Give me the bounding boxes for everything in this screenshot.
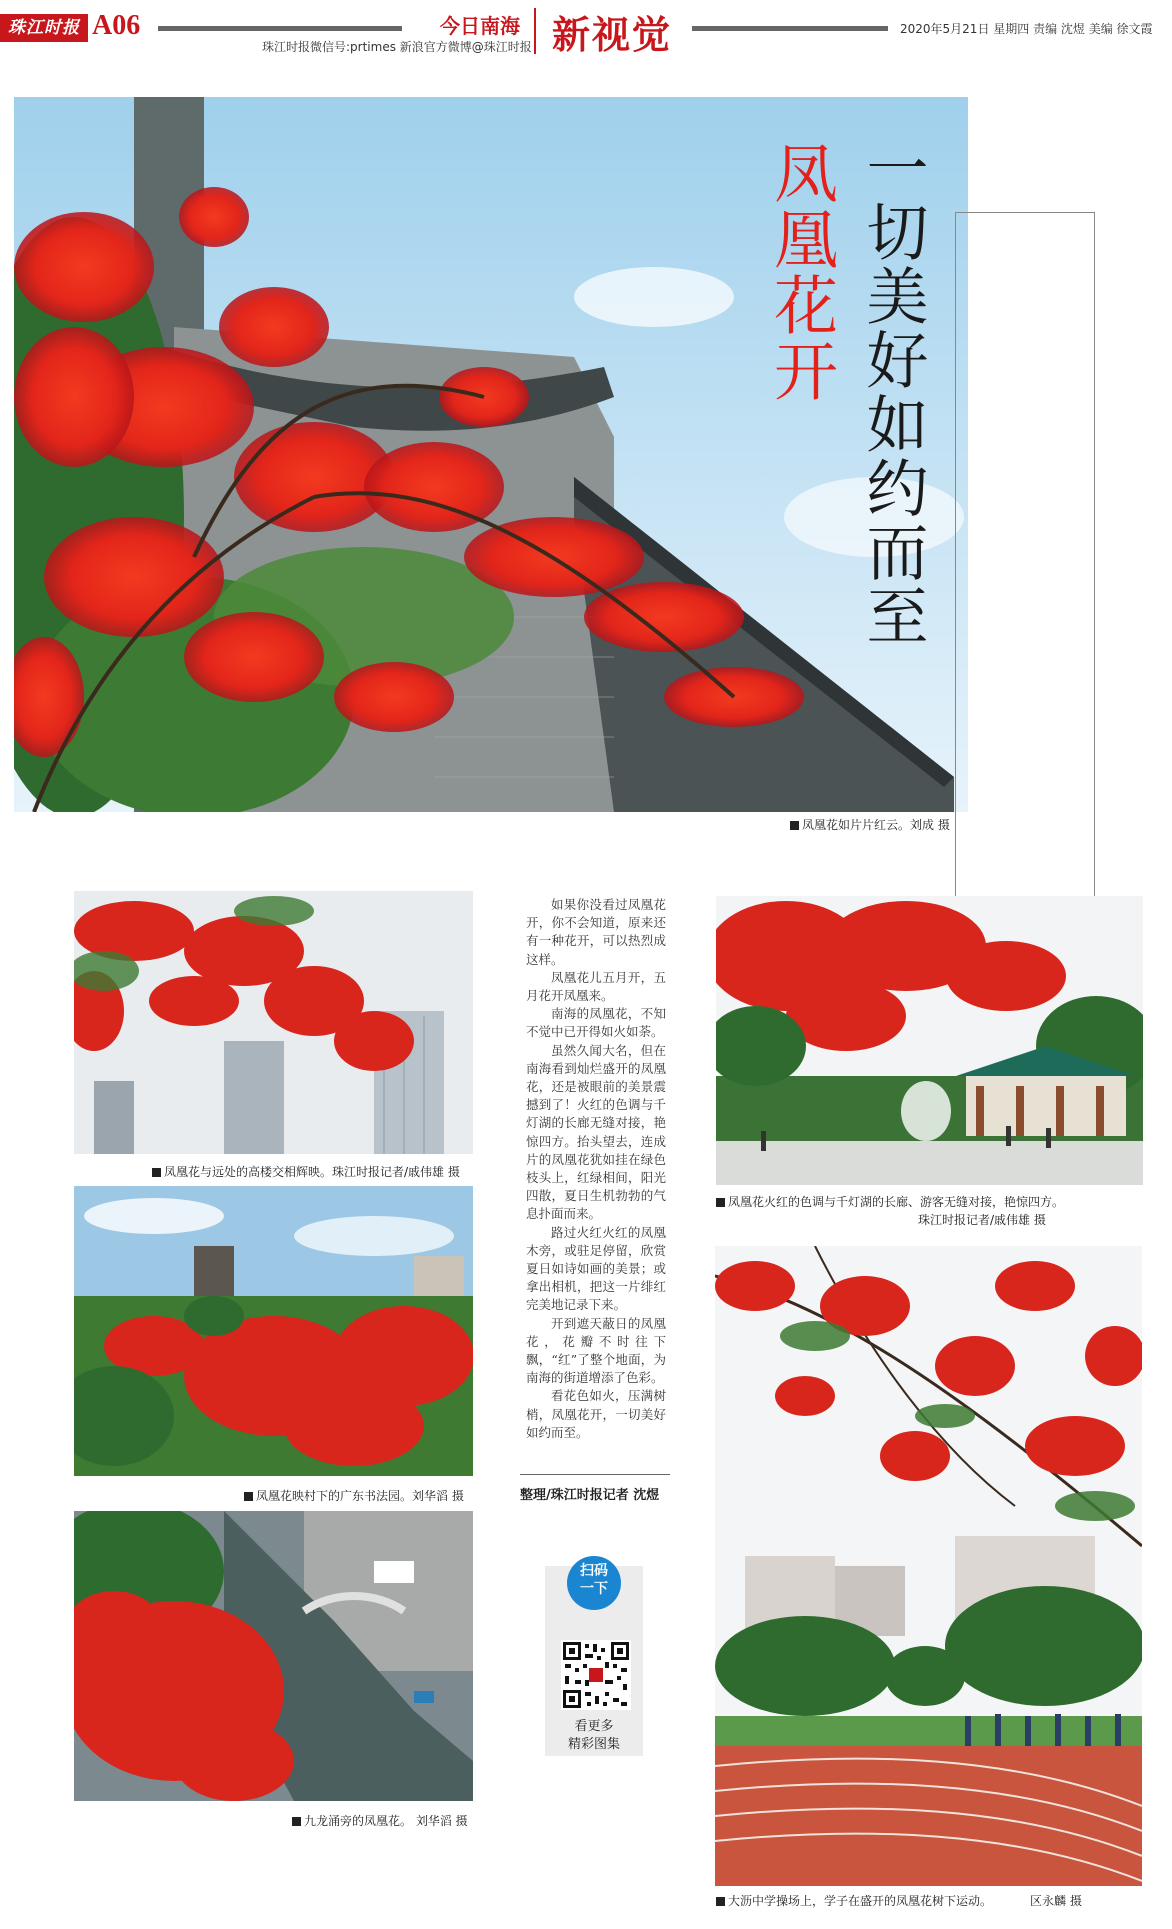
photo1-caption (152, 1163, 460, 1180)
title-frame-top (955, 212, 1094, 213)
photo-dali-school-track (715, 1246, 1142, 1886)
caption-bullet-icon (716, 1198, 725, 1207)
photo2-caption (244, 1487, 464, 1504)
article-paragraph: 开到遮天蔽日的凤凰花，花瓣不时往下飘，“红”了整个地面，为南海的街道增添了色彩。 (526, 1315, 666, 1386)
byline-rule (520, 1474, 670, 1475)
social-accounts: 珠江时报微信号:prtimes 新浪官方微博@珠江时报 (262, 40, 532, 54)
caption-bullet-icon (790, 821, 799, 830)
article-paragraph: 路过火红火红的凤凰木旁，或驻足停留，欣赏夏日如诗如画的美景；或拿出相机，把这一片绯红完美地记录下来。 (526, 1224, 666, 1313)
qr-caption-line1: 看更多 (574, 1719, 614, 1734)
photo5-caption-text: 大沥中学操场上，学子在盛开的凤凰花树下运动。 (728, 1894, 993, 1908)
article-paragraph: 南海的凤凰花，不知不觉中已开得如火如荼。 (526, 1006, 666, 1040)
dateline: 2020年5月21日 星期四 责编 沈煜 美编 徐文霞 (900, 22, 1153, 36)
caption-bullet-icon (244, 1492, 253, 1501)
header-rule-right (692, 26, 888, 31)
photo4-caption-text: 凤凰花火红的色调与千灯湖的长廊、游客无缝对接，艳惊四方。 (728, 1195, 1065, 1209)
article-paragraph: 凤凰花儿五月开，五月花开凤凰来。 (526, 969, 666, 1004)
title-frame-line (955, 212, 956, 898)
edition-label: 今日南海 (440, 14, 520, 38)
caption-bullet-icon (152, 1168, 161, 1177)
photo5-caption (716, 1892, 992, 1909)
qr-code[interactable] (561, 1640, 631, 1710)
article-byline: 整理/珠江时报记者 沈煜 (520, 1488, 660, 1503)
article-paragraph: 如果你没看过凤凰花开，你不会知道，原来还有一种花开，可以热烈成这样。 (526, 897, 666, 967)
title-frame-right (1094, 212, 1095, 898)
newspaper-logo: 珠江时报 (0, 14, 88, 42)
qr-badge-line2: 一下 (580, 1581, 608, 1597)
page-number: A06 (92, 10, 141, 41)
headline-main: 一切美好如约而至 (856, 136, 929, 648)
photo-calligraphy-garden (74, 1186, 473, 1476)
article-paragraph: 虽然久闻大名，但在南海看到灿烂盛开的凤凰花，还是被眼前的美景震撼到了！火红的色调与千灯湖的长廊无缝对接，艳惊四方。抬头望去，连成片的凤凰花犹如挂在绿色枝头上，红绿相间，阳光四散，夏日生机勃勃的气息扑面而来。 (526, 1042, 666, 1222)
hero-caption-text: 凤凰花如片片红云。刘成 摄 (802, 818, 950, 832)
photo-jiulong-river (74, 1511, 473, 1801)
photo-qiandeng-lake-pavilion (716, 896, 1143, 1185)
header-divider (534, 8, 536, 54)
article-paragraph: 看花色如火，压满树梢，凤凰花开，一切美好如约而至。 (526, 1388, 666, 1440)
caption-bullet-icon (292, 1817, 301, 1826)
header-rule-left (158, 26, 402, 31)
photo5-credit: 区永麟 摄 (1030, 1894, 1082, 1908)
photo3-caption (292, 1812, 468, 1829)
photo1-caption-text: 凤凰花与远处的高楼交相辉映。珠江时报记者/戚伟雄 摄 (164, 1165, 460, 1179)
photo3-caption-text: 九龙涌旁的凤凰花。 刘华滔 摄 (304, 1814, 468, 1828)
qr-caption-line2: 精彩图集 (567, 1737, 620, 1752)
photo4-caption (716, 1193, 1064, 1210)
photo-flame-tree-skyscrapers (74, 891, 473, 1154)
photo4-credit: 珠江时报记者/戚伟雄 摄 (918, 1213, 1046, 1227)
caption-bullet-icon (716, 1897, 725, 1906)
qr-badge-line1: 扫码 (580, 1563, 608, 1579)
photo2-caption-text: 凤凰花映村下的广东书法园。刘华滔 摄 (256, 1489, 464, 1503)
qr-caption (545, 1718, 643, 1754)
qr-badge-text (567, 1562, 621, 1598)
hero-caption (790, 816, 950, 833)
article-body (526, 896, 666, 1442)
headline-sub: 凤凰花开 (763, 140, 837, 404)
section-title: 新视觉 (552, 12, 673, 57)
